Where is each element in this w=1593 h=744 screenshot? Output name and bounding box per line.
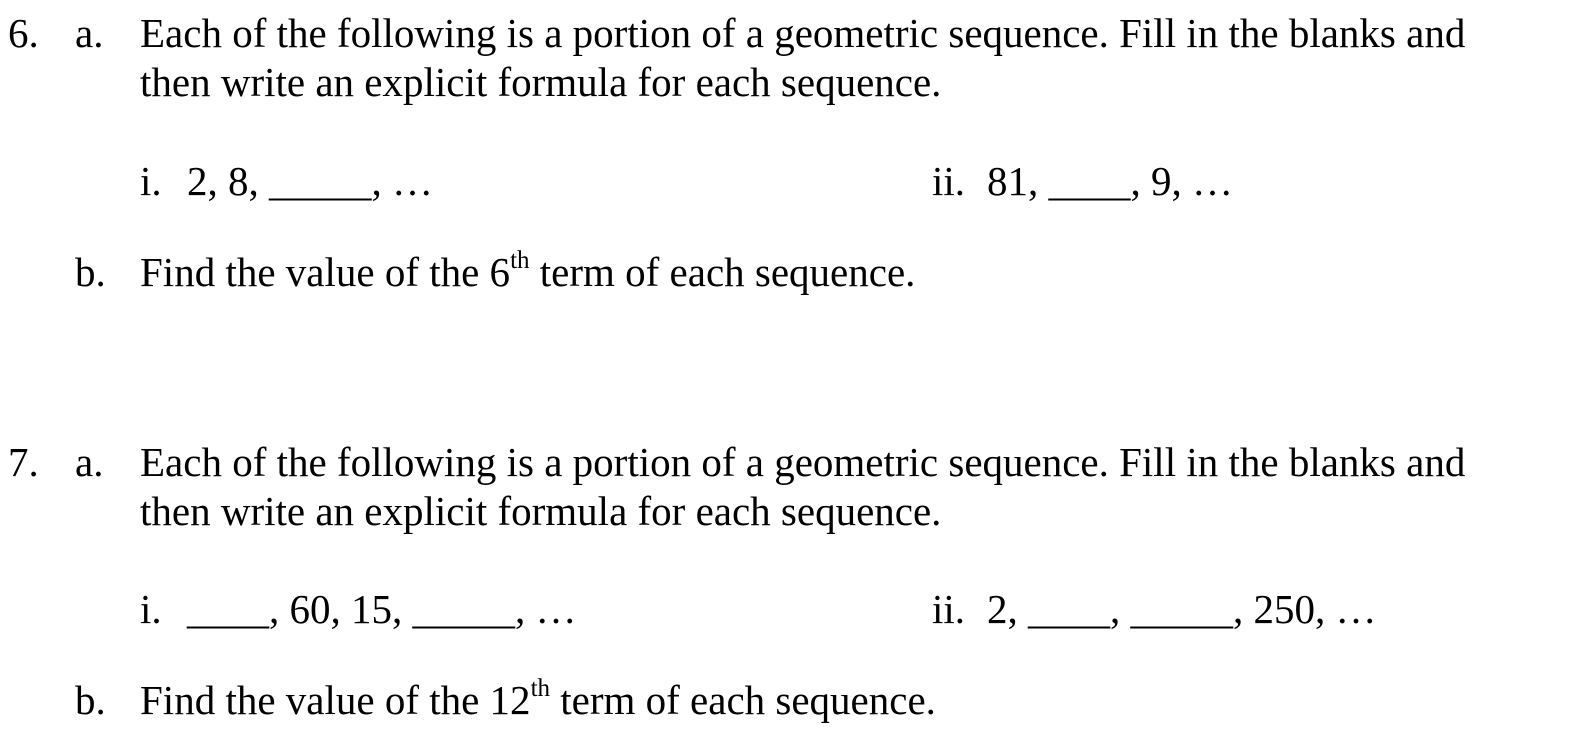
item-i-sequence: 2, 8, _____, … xyxy=(187,158,433,204)
part-b-letter: b. xyxy=(75,677,106,723)
item-ii-label: ii. xyxy=(932,586,966,632)
problem-number: 7. xyxy=(8,439,39,485)
part-a-letter: a. xyxy=(75,439,104,485)
part-a-text-line1: Each of the following is a portion of a geometric sequence. Fill in the blanks and xyxy=(140,439,1466,485)
part-b-text-after: term of each sequence. xyxy=(529,249,916,295)
item-ii-label: ii. xyxy=(932,158,966,204)
ordinal-suffix: th xyxy=(510,247,530,275)
part-b-text-before: Find the value of the 12 xyxy=(140,677,531,723)
part-a-text-line2: then write an explicit formula for each sequence. xyxy=(140,59,942,105)
problem-number: 6. xyxy=(8,10,39,56)
item-i-label: i. xyxy=(140,158,162,204)
item-i-label: i. xyxy=(140,586,162,632)
item-i-sequence: ____, 60, 15, _____, … xyxy=(187,586,577,632)
ordinal-suffix: th xyxy=(530,675,551,703)
part-b-text-before: Find the value of the 6 xyxy=(140,249,511,295)
item-ii-sequence: 81, ____, 9, … xyxy=(987,158,1233,204)
part-a-text-line1: Each of the following is a portion of a geometric sequence. Fill in the blanks and xyxy=(140,10,1466,56)
part-b-text xyxy=(140,676,936,724)
part-b-letter: b. xyxy=(75,249,106,295)
part-b-text xyxy=(140,248,915,296)
part-a-letter: a. xyxy=(75,10,104,56)
part-b-text-after: term of each sequence. xyxy=(550,677,936,723)
part-a-text-line2: then write an explicit formula for each sequence. xyxy=(140,488,942,534)
item-ii-sequence: 2, ____, _____, 250, … xyxy=(987,586,1377,632)
